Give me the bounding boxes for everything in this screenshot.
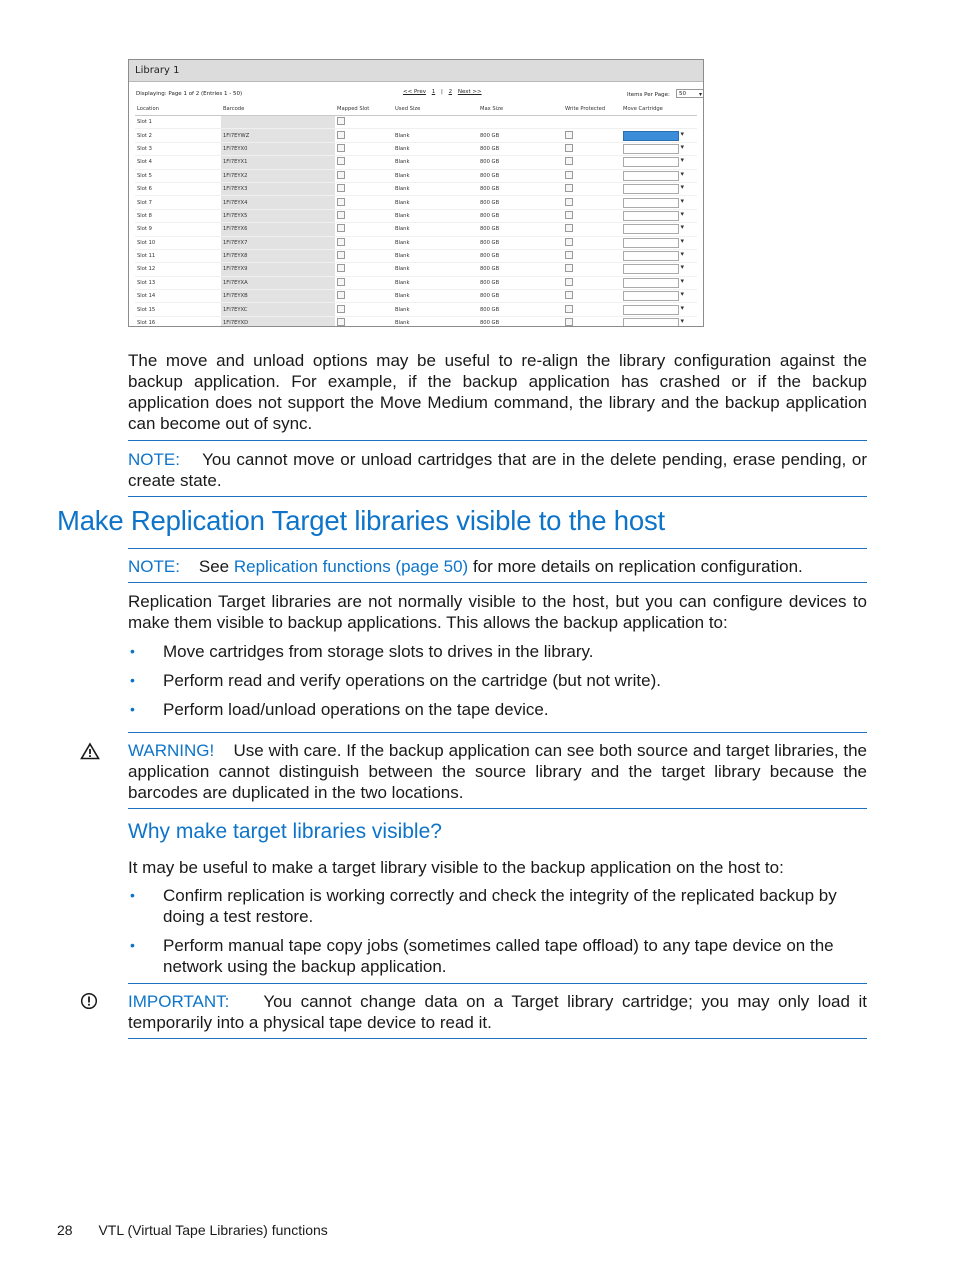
move-cartridge-cell <box>621 223 697 236</box>
move-cartridge-cell <box>621 142 697 155</box>
write-protected-checkbox[interactable] <box>565 211 573 219</box>
mapped-slot-cell <box>335 209 393 222</box>
write-protected-cell <box>563 182 621 195</box>
write-protected-cell <box>563 236 621 249</box>
used-size-cell: Blank <box>393 316 478 327</box>
library-table <box>135 103 697 327</box>
list-item-text: Confirm replication is working correctly and check the integrity of the replicated backup by doing a test restore. <box>163 886 837 926</box>
location-cell: Slot 15 <box>135 303 221 316</box>
used-size-cell: Blank <box>393 156 478 169</box>
bullet-list-2 <box>128 885 867 985</box>
subsection-heading: Why make target libraries visible? <box>128 820 442 843</box>
move-cartridge-cell <box>621 156 697 169</box>
mapped-slot-checkbox[interactable] <box>337 238 345 246</box>
barcode-cell: 1FI7EYXC <box>221 303 335 316</box>
note2 <box>128 556 867 577</box>
location-cell: Slot 9 <box>135 223 221 236</box>
write-protected-cell <box>563 223 621 236</box>
paragraph-why: It may be useful to make a target library visible to the backup application on the host to: <box>128 858 784 877</box>
bullet-icon: • <box>130 887 135 903</box>
table-row <box>135 236 697 249</box>
move-cartridge-cell <box>621 209 697 222</box>
list-item-text: Perform read and verify operations on the cartridge (but not write). <box>163 671 661 690</box>
move-cartridge-select[interactable] <box>623 291 679 301</box>
used-size-cell: Blank <box>393 249 478 262</box>
list-item <box>128 641 867 662</box>
used-size-cell: Blank <box>393 182 478 195</box>
move-cartridge-select[interactable] <box>623 144 679 154</box>
mapped-slot-checkbox[interactable] <box>337 278 345 286</box>
write-protected-cell <box>563 196 621 209</box>
replication-functions-link[interactable]: Replication functions (page 50) <box>233 557 469 576</box>
mapped-slot-checkbox[interactable] <box>337 211 345 219</box>
table-row <box>135 263 697 276</box>
mapped-slot-cell <box>335 116 393 129</box>
barcode-cell: 1FI7EYWZ <box>221 129 335 142</box>
column-header: Location <box>135 103 221 116</box>
warning <box>128 740 867 803</box>
write-protected-checkbox[interactable] <box>565 251 573 259</box>
move-cartridge-select[interactable] <box>623 238 679 248</box>
mapped-slot-checkbox[interactable] <box>337 264 345 272</box>
mapped-slot-checkbox[interactable] <box>337 171 345 179</box>
table-row <box>135 249 697 262</box>
max-size-cell: 800 GB <box>478 196 563 209</box>
location-cell: Slot 8 <box>135 209 221 222</box>
table-row <box>135 290 697 303</box>
list-item <box>128 935 867 977</box>
write-protected-checkbox[interactable] <box>565 264 573 272</box>
column-header: Barcode <box>221 103 335 116</box>
write-protected-cell <box>563 169 621 182</box>
max-size-cell: 800 GB <box>478 223 563 236</box>
barcode-cell: 1FI7EYXD <box>221 316 335 327</box>
table-row <box>135 223 697 236</box>
column-header: Write Protected <box>563 103 621 116</box>
used-size-cell: Blank <box>393 236 478 249</box>
write-protected-cell <box>563 303 621 316</box>
mapped-slot-checkbox[interactable] <box>337 305 345 313</box>
write-protected-cell <box>563 116 621 129</box>
note1-bottom-rule <box>128 496 867 497</box>
max-size-cell: 800 GB <box>478 303 563 316</box>
max-size-cell: 800 GB <box>478 156 563 169</box>
items-per-page-select[interactable]: 50 ▾ <box>676 89 704 98</box>
bullet-icon: • <box>130 643 135 659</box>
move-cartridge-cell <box>621 303 697 316</box>
move-cartridge-select[interactable] <box>623 157 679 167</box>
warning-icon <box>80 742 100 765</box>
location-cell: Slot 12 <box>135 263 221 276</box>
location-cell: Slot 7 <box>135 196 221 209</box>
warning-label: WARNING! <box>128 741 215 760</box>
important-icon <box>80 992 98 1015</box>
write-protected-cell <box>563 249 621 262</box>
mapped-slot-cell <box>335 249 393 262</box>
move-cartridge-select[interactable] <box>623 184 679 194</box>
write-protected-checkbox[interactable] <box>565 144 573 152</box>
location-cell: Slot 2 <box>135 129 221 142</box>
location-cell: Slot 3 <box>135 142 221 155</box>
important-bottom-rule <box>128 1038 867 1039</box>
note1 <box>128 449 867 491</box>
move-cartridge-cell <box>621 263 697 276</box>
warning-bottom-rule <box>128 808 867 809</box>
move-cartridge-cell <box>621 290 697 303</box>
location-cell: Slot 16 <box>135 316 221 327</box>
table-row <box>135 116 697 129</box>
mapped-slot-cell <box>335 223 393 236</box>
page-2-link[interactable]: 2 <box>448 89 453 95</box>
barcode-cell: 1FI7EYX3 <box>221 182 335 195</box>
write-protected-checkbox[interactable] <box>565 184 573 192</box>
mapped-slot-checkbox[interactable] <box>337 318 345 326</box>
max-size-cell: 800 GB <box>478 209 563 222</box>
used-size-cell: Blank <box>393 263 478 276</box>
write-protected-checkbox[interactable] <box>565 157 573 165</box>
mapped-slot-checkbox[interactable] <box>337 291 345 299</box>
move-cartridge-select[interactable] <box>623 198 679 208</box>
max-size-cell: 800 GB <box>478 316 563 327</box>
library-title: Library 1 <box>129 60 703 82</box>
write-protected-cell <box>563 129 621 142</box>
barcode-cell: 1FI7EYX4 <box>221 196 335 209</box>
move-cartridge-select[interactable] <box>623 264 679 274</box>
move-cartridge-cell <box>621 236 697 249</box>
note2-post: for more details on replication configuration. <box>472 557 803 576</box>
mapped-slot-cell <box>335 276 393 289</box>
barcode-cell: 1FI7EYX0 <box>221 142 335 155</box>
table-row <box>135 142 697 155</box>
table-row <box>135 182 697 195</box>
location-cell: Slot 1 <box>135 116 221 129</box>
section-heading: Make Replication Target libraries visible to the host <box>57 505 665 536</box>
paragraph-move: The move and unload options may be useful to re-align the library configuration against the backup application. For example, if the backup application has crashed or if the backup application does not support the Move Medium command, the library and the backup application can become out of sync. <box>128 351 867 433</box>
page-1-link[interactable]: 1 <box>431 89 436 95</box>
mapped-slot-cell <box>335 182 393 195</box>
move-cartridge-cell <box>621 129 697 142</box>
barcode-cell: 1FI7EYXB <box>221 290 335 303</box>
bullet-icon: • <box>130 672 135 688</box>
note1-top-rule <box>128 440 867 441</box>
write-protected-checkbox[interactable] <box>565 198 573 206</box>
move-cartridge-cell <box>621 169 697 182</box>
pager <box>403 89 486 95</box>
max-size-cell: 800 GB <box>478 276 563 289</box>
move-cartridge-cell <box>621 116 697 129</box>
paragraph-replication: Replication Target libraries are not normally visible to the host, but you can configure devices to make them visible to backup applications. This allows the backup application to: <box>128 592 867 632</box>
list-item <box>128 699 867 720</box>
barcode-cell: 1FI7EYX6 <box>221 223 335 236</box>
move-cartridge-select[interactable] <box>623 305 679 315</box>
list-item-text: Perform load/unload operations on the tape device. <box>163 700 549 719</box>
list-item <box>128 670 867 691</box>
displaying-text: Displaying: Page 1 of 2 (Entries 1 - 50) <box>136 91 243 97</box>
footer-section: VTL (Virtual Tape Libraries) functions <box>98 1222 328 1238</box>
mapped-slot-checkbox[interactable] <box>337 117 345 125</box>
max-size-cell: 800 GB <box>478 249 563 262</box>
list-item-text: Perform manual tape copy jobs (sometimes called tape offload) to any tape device on the network using the backup application. <box>163 936 834 976</box>
location-cell: Slot 13 <box>135 276 221 289</box>
barcode-cell: 1FI7EYX7 <box>221 236 335 249</box>
max-size-cell: 800 GB <box>478 236 563 249</box>
mapped-slot-cell <box>335 236 393 249</box>
write-protected-checkbox[interactable] <box>565 318 573 326</box>
table-row <box>135 196 697 209</box>
write-protected-checkbox[interactable] <box>565 291 573 299</box>
barcode-cell: 1FI7EYX9 <box>221 263 335 276</box>
write-protected-cell <box>563 276 621 289</box>
move-cartridge-select[interactable] <box>623 131 679 141</box>
used-size-cell: Blank <box>393 209 478 222</box>
mapped-slot-cell <box>335 196 393 209</box>
mapped-slot-checkbox[interactable] <box>337 184 345 192</box>
write-protected-checkbox[interactable] <box>565 131 573 139</box>
warning-text: Use with care. If the backup application can see both source and target libraries, the application cannot distinguish between the source library and the target library because the barcodes are duplicated in the two locations. <box>128 741 867 802</box>
write-protected-cell <box>563 142 621 155</box>
used-size-cell: Blank <box>393 290 478 303</box>
used-size-cell: Blank <box>393 129 478 142</box>
mapped-slot-checkbox[interactable] <box>337 144 345 152</box>
important-text: You cannot change data on a Target library cartridge; you may only load it temporarily into a physical tape device to read it. <box>128 992 867 1032</box>
mapped-slot-checkbox[interactable] <box>337 224 345 232</box>
move-cartridge-select[interactable] <box>623 211 679 221</box>
column-header: Mapped Slot <box>335 103 393 116</box>
location-cell: Slot 14 <box>135 290 221 303</box>
write-protected-cell <box>563 209 621 222</box>
write-protected-checkbox[interactable] <box>565 278 573 286</box>
mapped-slot-checkbox[interactable] <box>337 251 345 259</box>
move-cartridge-cell <box>621 276 697 289</box>
page-footer <box>57 1222 328 1238</box>
note1-label: NOTE: <box>128 450 180 469</box>
used-size-cell: Blank <box>393 223 478 236</box>
mapped-slot-cell <box>335 156 393 169</box>
location-cell: Slot 10 <box>135 236 221 249</box>
max-size-cell: 800 GB <box>478 129 563 142</box>
write-protected-checkbox[interactable] <box>565 305 573 313</box>
mapped-slot-cell <box>335 316 393 327</box>
barcode-cell: 1FI7EYX8 <box>221 249 335 262</box>
table-row <box>135 129 697 142</box>
table-row <box>135 169 697 182</box>
max-size-cell: 800 GB <box>478 169 563 182</box>
note2-pre: See <box>198 557 230 576</box>
table-row <box>135 156 697 169</box>
table-row <box>135 276 697 289</box>
table-row <box>135 209 697 222</box>
table-row <box>135 316 697 327</box>
mapped-slot-cell <box>335 129 393 142</box>
move-cartridge-select[interactable] <box>623 278 679 288</box>
used-size-cell: Blank <box>393 142 478 155</box>
write-protected-checkbox[interactable] <box>565 224 573 232</box>
mapped-slot-cell <box>335 169 393 182</box>
list-item <box>128 885 867 927</box>
mapped-slot-checkbox[interactable] <box>337 198 345 206</box>
max-size-cell: 800 GB <box>478 142 563 155</box>
location-cell: Slot 6 <box>135 182 221 195</box>
location-cell: Slot 5 <box>135 169 221 182</box>
warning-top-rule <box>128 732 867 733</box>
move-cartridge-cell <box>621 182 697 195</box>
mapped-slot-cell <box>335 303 393 316</box>
column-header: Max Size <box>478 103 563 116</box>
barcode-cell: 1FI7EYX1 <box>221 156 335 169</box>
mapped-slot-cell <box>335 142 393 155</box>
important-top-rule <box>128 983 867 984</box>
list-item-text: Move cartridges from storage slots to drives in the library. <box>163 642 594 661</box>
barcode-cell: 1FI7EYX5 <box>221 209 335 222</box>
move-cartridge-cell <box>621 249 697 262</box>
important-label: IMPORTANT: <box>128 992 230 1011</box>
bullet-icon: • <box>130 937 135 953</box>
note2-top-rule <box>128 548 867 549</box>
note2-bottom-rule <box>128 582 867 583</box>
write-protected-checkbox[interactable] <box>565 171 573 179</box>
write-protected-cell <box>563 156 621 169</box>
move-cartridge-select[interactable] <box>623 318 679 327</box>
max-size-cell: 800 GB <box>478 182 563 195</box>
note2-label: NOTE: <box>128 557 180 576</box>
write-protected-cell <box>563 316 621 327</box>
page-number: 28 <box>57 1222 73 1238</box>
note1-text: You cannot move or unload cartridges that are in the delete pending, erase pending, or create state. <box>128 450 867 490</box>
next-link[interactable]: Next >> <box>457 89 482 95</box>
important <box>128 991 867 1033</box>
mapped-slot-checkbox[interactable] <box>337 157 345 165</box>
used-size-cell: Blank <box>393 303 478 316</box>
write-protected-checkbox[interactable] <box>565 238 573 246</box>
move-cartridge-select[interactable] <box>623 224 679 234</box>
bullet-list-1 <box>128 641 867 728</box>
used-size-cell <box>393 116 478 129</box>
library-screenshot <box>128 59 704 327</box>
max-size-cell: 800 GB <box>478 263 563 276</box>
items-per-page-label: Items Per Page: <box>627 92 670 98</box>
mapped-slot-checkbox[interactable] <box>337 131 345 139</box>
location-cell: Slot 4 <box>135 156 221 169</box>
used-size-cell: Blank <box>393 169 478 182</box>
barcode-cell: 1FI7EYX2 <box>221 169 335 182</box>
table-row <box>135 303 697 316</box>
pager-row <box>129 87 703 101</box>
used-size-cell: Blank <box>393 276 478 289</box>
location-cell: Slot 11 <box>135 249 221 262</box>
page-sep: | <box>440 89 443 95</box>
move-cartridge-cell <box>621 316 697 327</box>
prev-link[interactable]: << Prev <box>403 89 426 95</box>
move-cartridge-cell <box>621 196 697 209</box>
column-header: Used Size <box>393 103 478 116</box>
mapped-slot-cell <box>335 263 393 276</box>
barcode-cell <box>221 116 335 129</box>
column-header: Move Cartridge <box>621 103 697 116</box>
mapped-slot-cell <box>335 290 393 303</box>
move-cartridge-select[interactable] <box>623 171 679 181</box>
max-size-cell: 800 GB <box>478 290 563 303</box>
move-cartridge-select[interactable] <box>623 251 679 261</box>
write-protected-cell <box>563 290 621 303</box>
bullet-icon: • <box>130 701 135 717</box>
write-protected-cell <box>563 263 621 276</box>
used-size-cell: Blank <box>393 196 478 209</box>
barcode-cell: 1FI7EYXA <box>221 276 335 289</box>
max-size-cell <box>478 116 563 129</box>
